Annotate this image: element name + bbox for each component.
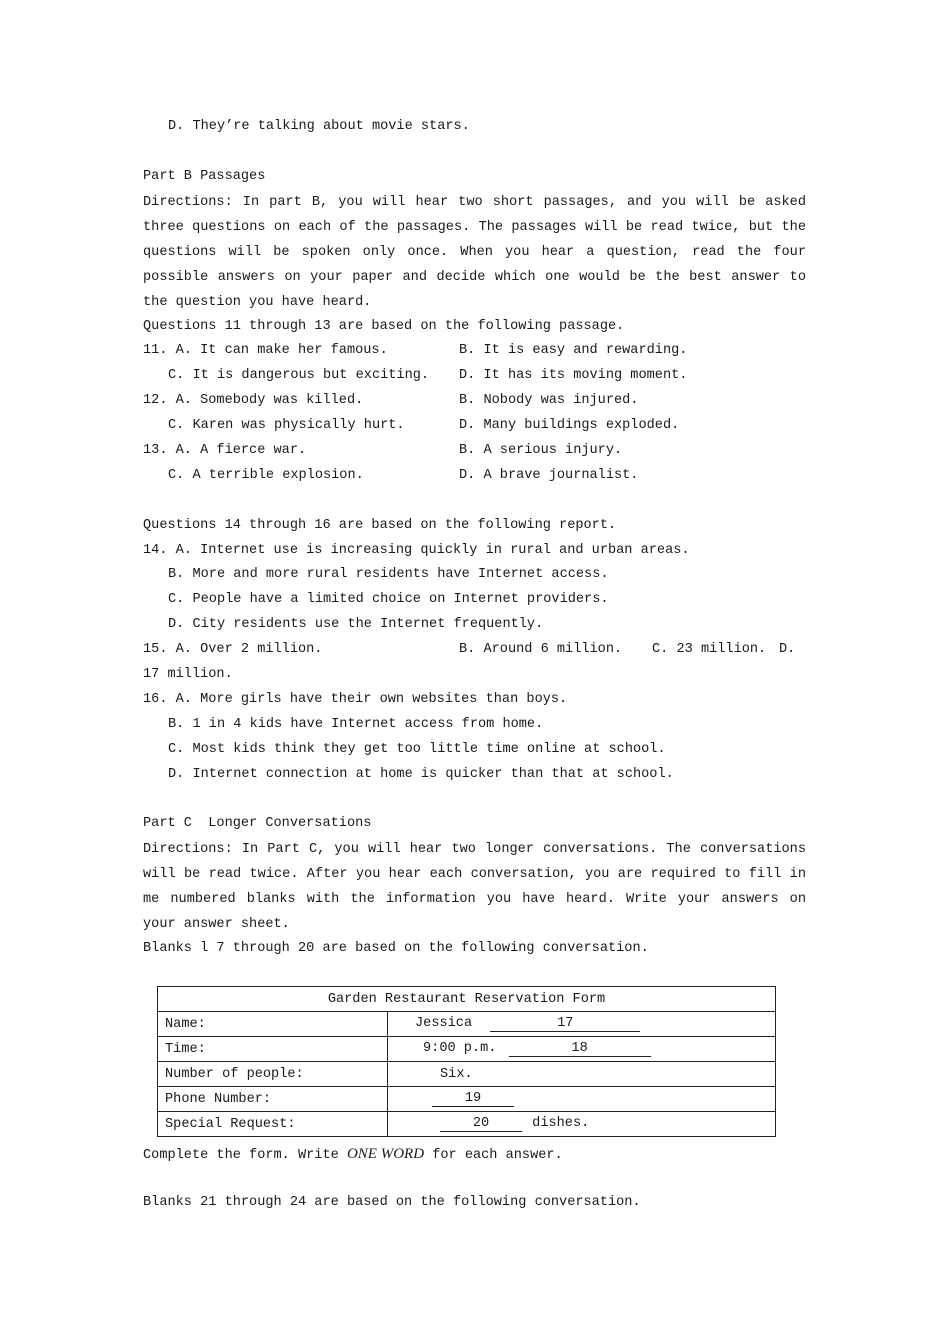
option: C. A terrible explosion. bbox=[168, 468, 364, 483]
form-title: Garden Restaurant Reservation Form bbox=[158, 987, 776, 1012]
option: B. Nobody was injured. bbox=[459, 393, 639, 408]
option: C. It is dangerous but exciting. bbox=[168, 368, 430, 383]
section-title: Part C Longer Conversations bbox=[143, 816, 372, 831]
form-value: dishes. bbox=[532, 1116, 590, 1131]
option: 14. A. Internet use is increasing quickly in rural and urban areas. bbox=[143, 543, 690, 558]
section-title: Part B Passages bbox=[143, 169, 266, 184]
note-emphasis: ONE WORD bbox=[346, 1146, 425, 1162]
intro: Questions 14 through 16 are based on the following report. bbox=[143, 518, 617, 533]
note-text: for each answer. bbox=[424, 1148, 563, 1163]
option: 12. A. Somebody was killed. bbox=[143, 393, 364, 408]
intro: Blanks 21 through 24 are based on the following conversation. bbox=[143, 1195, 641, 1210]
form-label: Number of people: bbox=[158, 1062, 388, 1087]
intro: Questions 11 through 13 are based on the following passage. bbox=[143, 319, 625, 334]
option: C. People have a limited choice on Internet providers. bbox=[168, 592, 609, 607]
directions: Directions: In part B, you will hear two short passages, and you will be asked three questions on each of the passages. The passages will be read twice, but the questions will be spoken only once. When you hear a question, read the four possible answers on your paper and decide which one would be the best answer to the question you have heard. bbox=[143, 195, 806, 310]
answer-blank: 17 bbox=[490, 1016, 640, 1032]
option: D. Many buildings exploded. bbox=[459, 418, 680, 433]
option: D. Internet connection at home is quicker than that at school. bbox=[168, 767, 674, 782]
answer-blank: 20 bbox=[440, 1116, 522, 1132]
option: B. Around 6 million. bbox=[459, 642, 623, 657]
option: B. 1 in 4 kids have Internet access from home. bbox=[168, 717, 544, 732]
option: D. It has its moving moment. bbox=[459, 368, 688, 383]
form-note bbox=[143, 1145, 563, 1165]
reservation-form bbox=[157, 986, 776, 1137]
intro: Blanks l 7 through 20 are based on the following conversation. bbox=[143, 941, 649, 956]
option: 16. A. More girls have their own websites than boys. bbox=[143, 692, 568, 707]
note-text: Complete the form. Write bbox=[143, 1148, 347, 1163]
option: D. A brave journalist. bbox=[459, 468, 639, 483]
option: C. 23 million. bbox=[652, 642, 767, 657]
form-value: Six. bbox=[440, 1066, 473, 1082]
form-value: Jessica bbox=[415, 1016, 473, 1031]
option: C. Most kids think they get too little time online at school. bbox=[168, 742, 666, 757]
form-label: Phone Number: bbox=[158, 1087, 388, 1112]
option: D. bbox=[779, 642, 796, 657]
option: 13. A. A fierce war. bbox=[143, 443, 307, 458]
option: B. More and more rural residents have Internet access. bbox=[168, 567, 609, 582]
option: B. A serious injury. bbox=[459, 443, 623, 458]
form-label: Name: bbox=[158, 1012, 388, 1037]
option: D. They’re talking about movie stars. bbox=[168, 119, 470, 134]
option: 17 million. bbox=[143, 667, 233, 682]
option: 15. A. Over 2 million. bbox=[143, 642, 323, 657]
directions: Directions: In Part C, you will hear two longer conversations. The conversations will be read twice. After you hear each conversation, you are required to fill in me numbered blanks with the information you have heard. Write your answers on your answer sheet. bbox=[143, 842, 806, 932]
answer-blank: 19 bbox=[432, 1091, 514, 1107]
option: 11. A. It can make her famous. bbox=[143, 343, 388, 358]
option: C. Karen was physically hurt. bbox=[168, 418, 405, 433]
form-value: 9:00 p.m. bbox=[423, 1041, 497, 1056]
answer-blank: 18 bbox=[509, 1041, 651, 1057]
option: B. It is easy and rewarding. bbox=[459, 343, 688, 358]
form-label: Special Request: bbox=[158, 1112, 388, 1137]
option: D. City residents use the Internet frequently. bbox=[168, 617, 544, 632]
form-label: Time: bbox=[158, 1037, 388, 1062]
